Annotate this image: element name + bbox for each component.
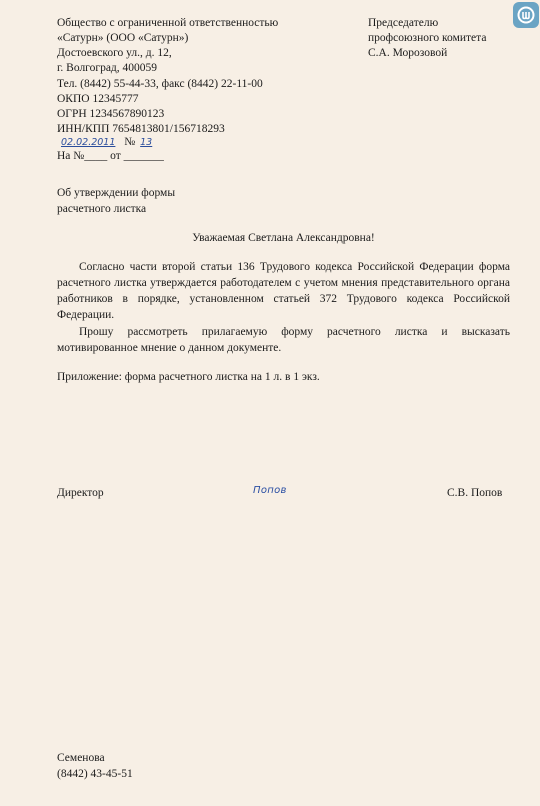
executor-phone: (8442) 43-45-51 [57,768,133,780]
reference-line: На №____ от _______ [57,150,164,162]
recipient-name: С.А. Морозовой [368,47,448,59]
sender-inn-kpp: ИНН/КПП 7654813801/156718293 [57,123,225,135]
sender-okpo: ОКПО 12345777 [57,93,139,105]
signature-name: С.В. Попов [447,487,503,499]
executor-name: Семенова [57,752,105,764]
subject-line-1: Об утверждении формы [57,187,176,199]
site-logo [513,2,539,28]
signature-position: Директор [57,487,104,499]
sender-org-name: Общество с ограниченной ответственностью [57,17,279,29]
sender-street: Достоевского ул., д. 12, [57,47,172,59]
body-paragraph-2: Прошу рассмотреть прилагаемую форму расчетного листка и высказать мотивированное мнение о данном документе. [57,326,510,354]
sender-org-short: «Сатурн» (ООО «Сатурн») [57,32,189,44]
body-paragraph-1: Согласно части второй статьи 136 Трудового кодекса Российской Федерации форма расчетного листка утверждается работодателем с учетом мнения представительного органа работников в порядке, установленном статьей 372 Трудового кодекса Российской Федерации. [57,261,510,321]
greeting: Уважаемая Светлана Александровна! [192,232,375,244]
subject-line-2: расчетного листка [57,203,147,215]
handwritten-signature: Попов [253,485,287,496]
outgoing-number: 13 [140,137,153,148]
at-sign-icon [516,5,536,25]
attachment-line: Приложение: форма расчетного листка на 1 л. в 1 экз. [57,371,320,383]
recipient-committee: профсоюзного комитета [368,32,487,44]
outgoing-date: 02.02.2011 [61,137,116,148]
recipient-title: Председателю [368,17,439,29]
sender-phone: Тел. (8442) 55-44-33, факс (8442) 22-11-00 [57,78,263,90]
outgoing-number-label: № [124,136,136,148]
sender-ogrn: ОГРН 1234567890123 [57,108,165,120]
sender-city: г. Волгоград, 400059 [57,62,158,74]
